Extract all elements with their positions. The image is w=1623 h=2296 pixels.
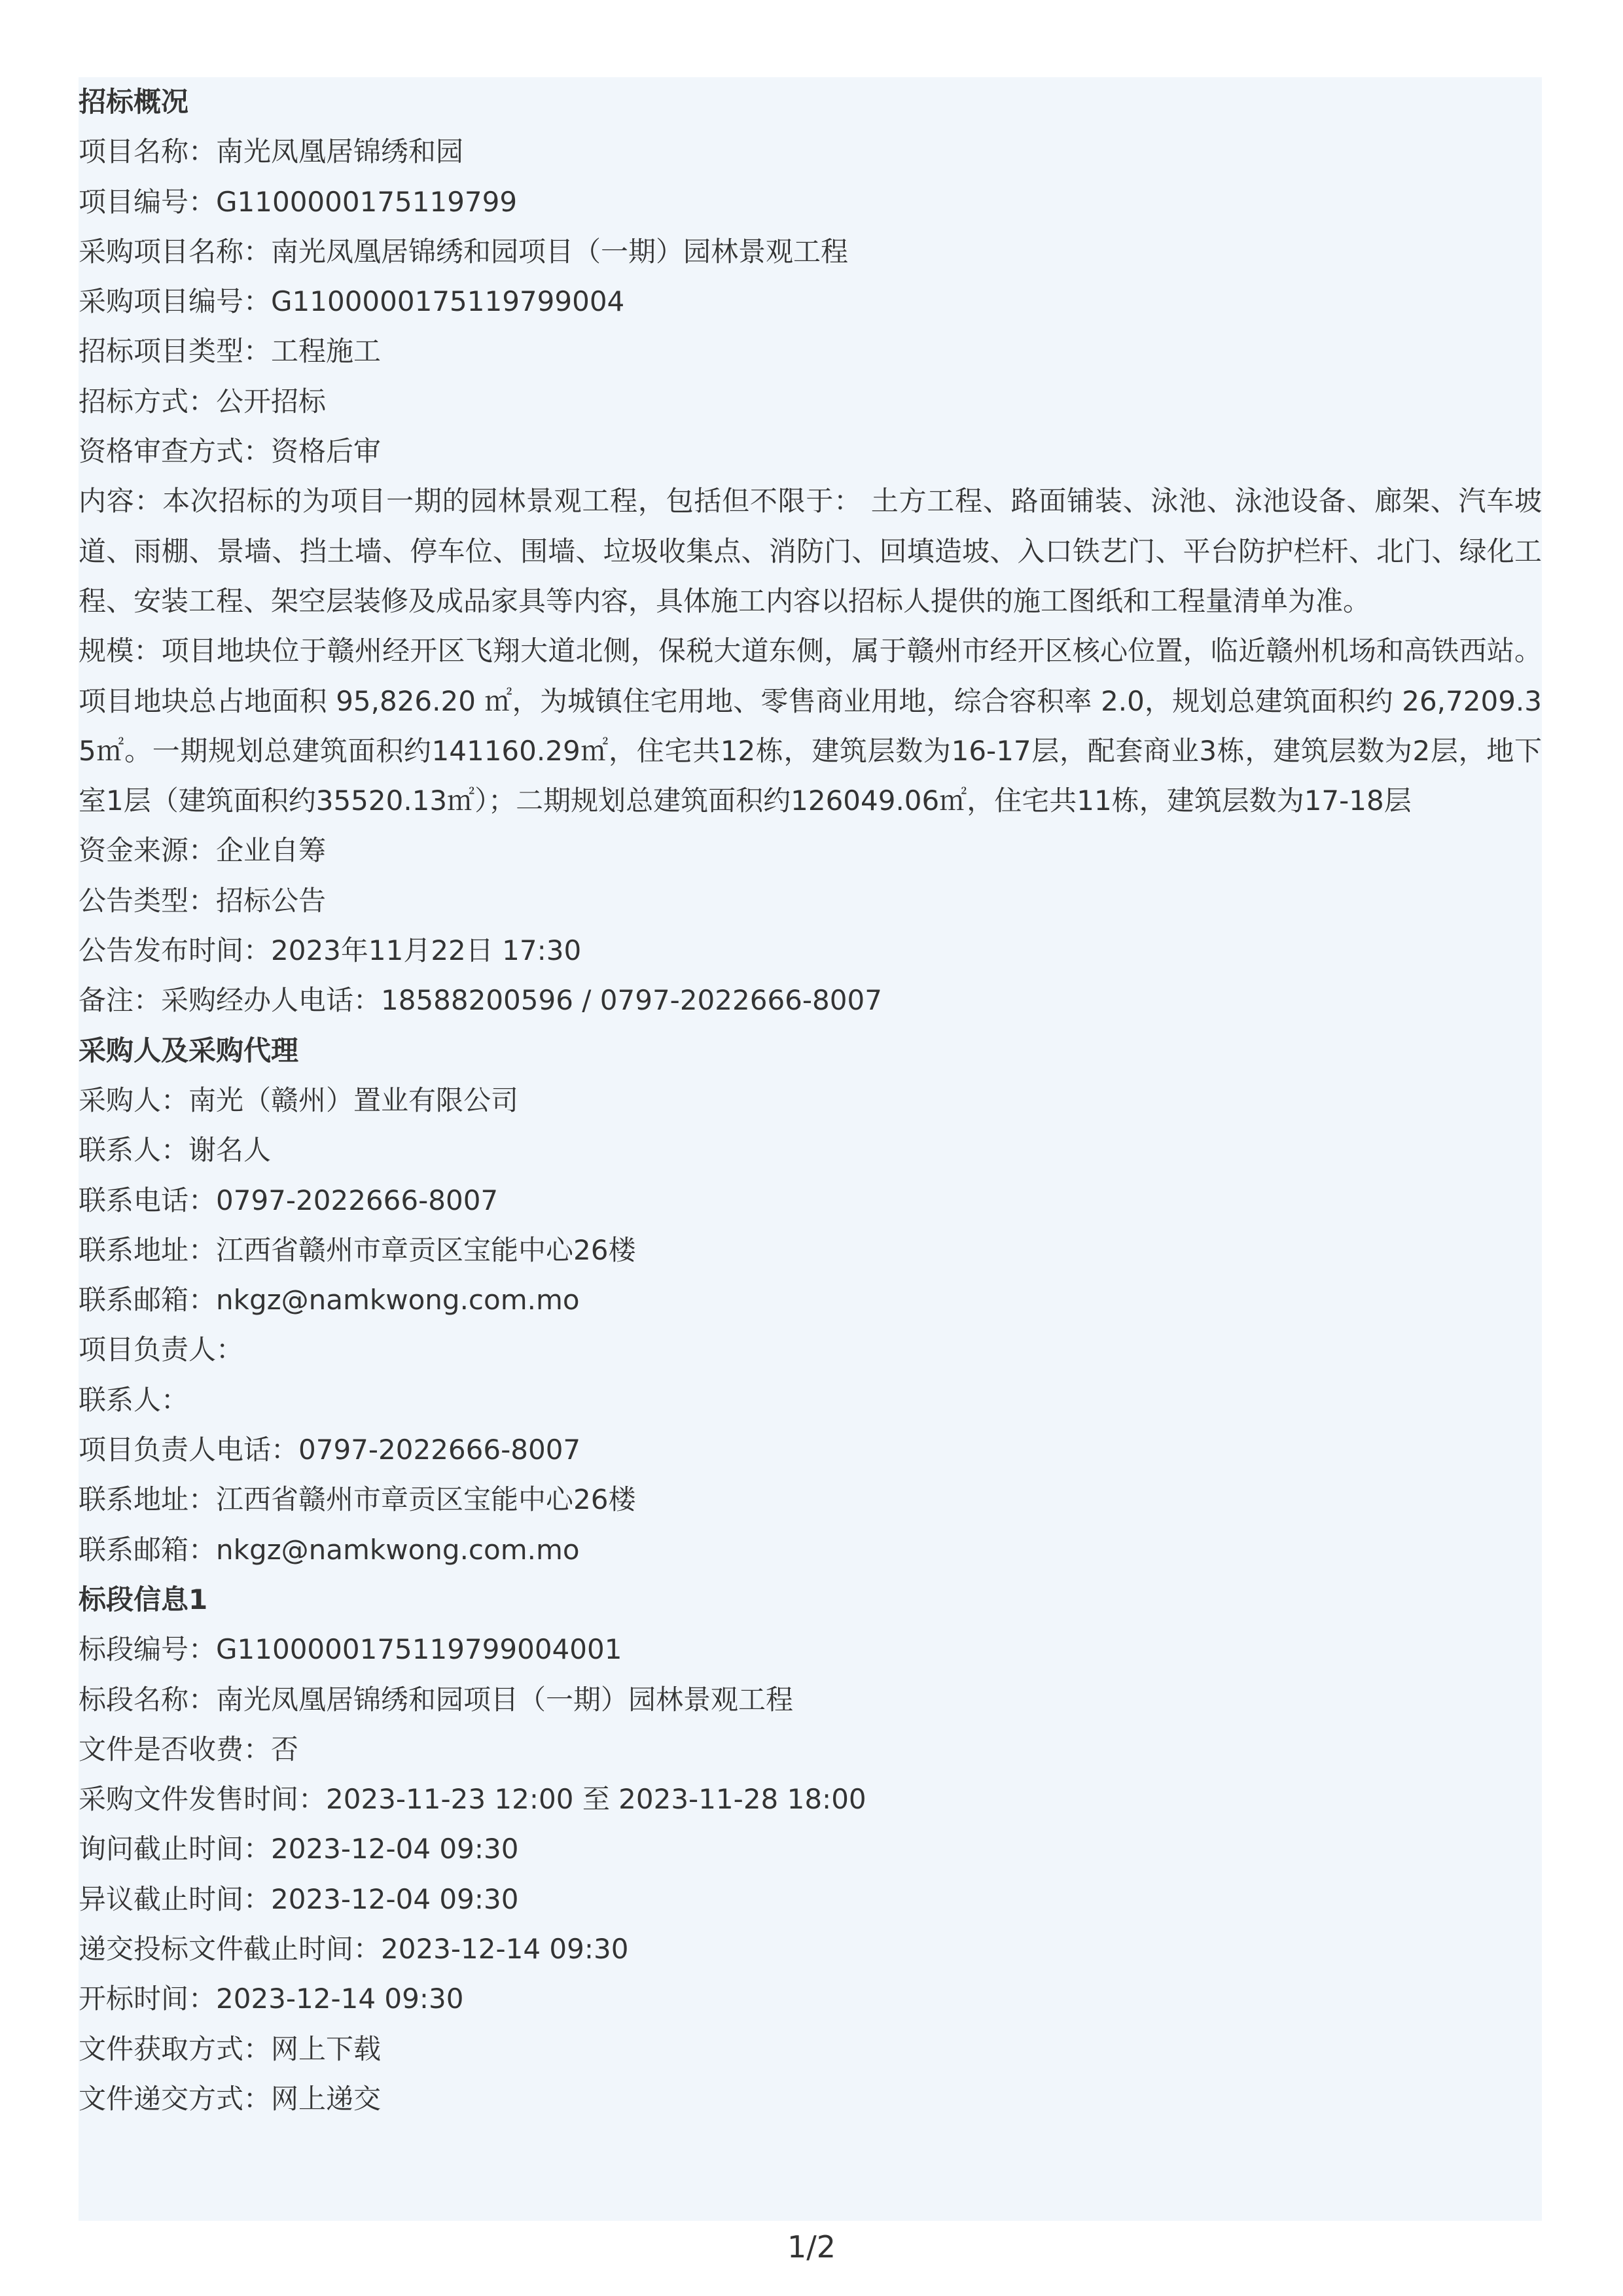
section-heading-purchaser: 采购人及采购代理 [79,1034,299,1067]
tender-project-type: 招标项目类型：工程施工 [79,335,382,368]
purchaser: 采购人：南光（赣州）置业有限公司 [79,1084,519,1116]
leader-address: 联系地址：江西省赣州市章贡区宝能中心26楼 [79,1483,636,1516]
document-body [79,77,1542,2124]
document-fee: 文件是否收费：否 [79,1733,299,1765]
contact-person: 联系人：谢名人 [79,1134,272,1167]
objection-deadline: 异议截止时间：2023-12-04 09:30 [79,1882,519,1915]
contact-email: 联系邮箱：nkgz@namkwong.com.mo [79,1284,580,1316]
tender-method: 招标方式：公开招标 [79,385,327,417]
document-submission-method: 文件递交方式：网上递交 [79,2082,382,2115]
procurement-project-number: 采购项目编号：G1100000175119799004 [79,285,625,318]
leader-contact-person: 联系人： [79,1383,189,1416]
document-acquisition-method: 文件获取方式：网上下载 [79,2032,382,2065]
qualification-review-method: 资格审查方式：资格后审 [79,435,382,468]
section-heading-overview: 招标概况 [79,86,189,118]
contact-address: 联系地址：江西省赣州市章贡区宝能中心26楼 [79,1233,636,1266]
remarks: 备注：采购经办人电话：18588200596 / 0797-2022666-8007 [79,984,882,1017]
document-sale-time: 采购文件发售时间：2023-11-23 12:00 至 2023-11-28 18:00 [79,1783,866,1816]
procurement-project-name: 采购项目名称：南光凤凰居锦绣和园项目（一期）园林景观工程 [79,235,849,268]
project-name: 项目名称：南光凤凰居锦绣和园 [79,135,464,168]
project-number: 项目编号：G1100000175119799 [79,185,518,218]
lot-number: 标段编号：G1100000175119799004001 [79,1633,622,1666]
inquiry-deadline: 询问截止时间：2023-12-04 09:30 [79,1833,519,1865]
funding-source: 资金来源：企业自筹 [79,834,327,867]
page-number: 1/2 [787,2229,836,2265]
contact-phone: 联系电话：0797-2022666-8007 [79,1184,499,1216]
bid-submission-deadline: 递交投标文件截止时间：2023-12-14 09:30 [79,1932,629,1965]
project-leader: 项目负责人： [79,1333,244,1366]
leader-phone: 项目负责人电话：0797-2022666-8007 [79,1434,581,1466]
bid-opening-time: 开标时间：2023-12-14 09:30 [79,1983,464,2015]
leader-email: 联系邮箱：nkgz@namkwong.com.mo [79,1533,580,1566]
publish-time: 公告发布时间：2023年11月22日 17:30 [79,934,582,967]
section-heading-lot-info: 标段信息1 [79,1583,208,1616]
announcement-type: 公告类型：招标公告 [79,884,327,917]
scale-paragraph: 规模：项目地块位于赣州经开区飞翔大道北侧，保税大道东侧，属于赣州市经开区核心位置，临近赣州机场和高铁西站。项目地块总占地面积 95,826.20 ㎡，为城镇住宅用地、零售商业用地，综合容积率 2.0，规划总建筑面积约 26,7209.35㎡。一期规划总建筑面积约141160.29㎡，住宅共12栋，建筑层数为16-17层，配套商业3栋，建筑层数为2层，地下室1层（建筑面积约35520.13㎡）；二期规划总建筑面积约126049.06㎡，住宅共11栋，建筑层数为17-18层 [79,635,1542,817]
lot-name: 标段名称：南光凤凰居锦绣和园项目（一期）园林景观工程 [79,1683,794,1716]
content-paragraph: 内容：本次招标的为项目一期的园林景观工程，包括但不限于： 土方工程、路面铺装、泳池、泳池设备、廊架、汽车坡道、雨棚、景墙、挡土墙、停车位、围墙、垃圾收集点、消防门、回填造坡、入口铁艺门、平台防护栏杆、北门、绿化工程、安装工程、架空层装修及成品家具等内容，具体施工内容以招标人提供的施工图纸和工程量清单为准。 [79,485,1542,617]
